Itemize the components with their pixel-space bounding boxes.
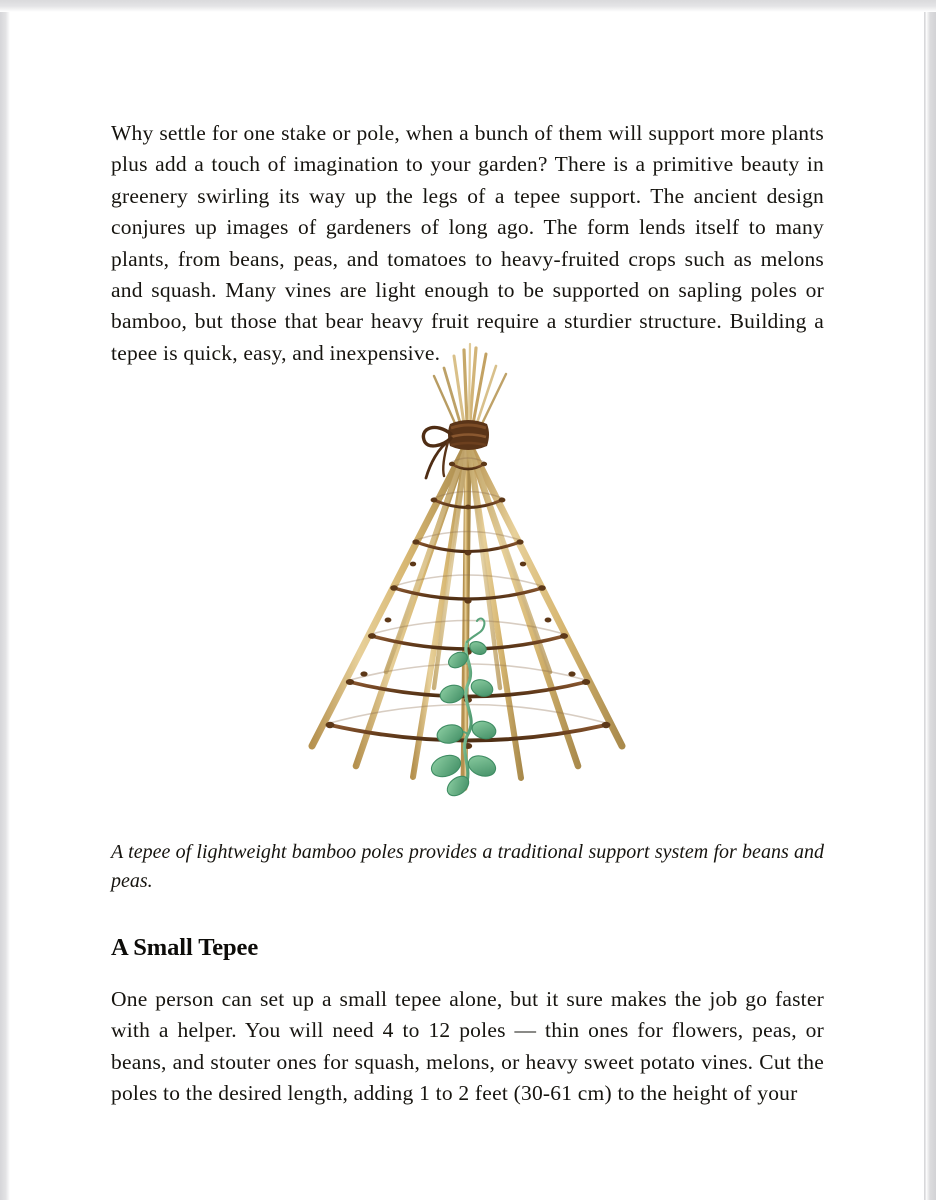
tepee-figure	[111, 342, 824, 812]
bamboo-tepee-illustration	[268, 342, 668, 812]
closing-paragraph-block	[111, 984, 824, 1110]
page-edge-left	[0, 0, 10, 1200]
page-edge-top	[0, 0, 936, 12]
intro-paragraph: Why settle for one stake or pole, when a bunch of them will support more plants plus add a touch of imagination to your garden? There is a primitive beauty in greenery swirling its way up the legs of a tepee support. The ancient design conjures up images of gardeners of long ago. The form lends itself to many plants, from beans, peas, and tomatoes to heavy-fruited crops such as melons and squash. Many vines are light enough to be supported on sapling poles or bamboo, but those that bear heavy fruit require a sturdier structure. Building a tepee is quick, easy, and inexpensive.	[111, 121, 824, 365]
page-sheet	[10, 12, 924, 1200]
pole-tips-group	[434, 344, 506, 430]
closing-paragraph: One person can set up a small tepee alone, but it sure makes the job go faster with a helper. You will need 4 to 12 poles — thin ones for flowers, peas, or beans, and stouter ones for squash, melons, or heavy sweet potato vines. Cut the poles to the desired length, adding 1 to 2 feet (30-61 cm) to the height of your	[111, 987, 824, 1106]
section-heading-block	[111, 934, 824, 962]
intro-paragraph-block	[111, 118, 824, 369]
figure-caption-block	[111, 838, 824, 896]
page-edge-right	[926, 0, 936, 1200]
section-heading: A Small Tepee	[111, 934, 259, 961]
figure-caption: A tepee of lightweight bamboo poles provides a traditional support system for beans and peas.	[111, 841, 824, 892]
